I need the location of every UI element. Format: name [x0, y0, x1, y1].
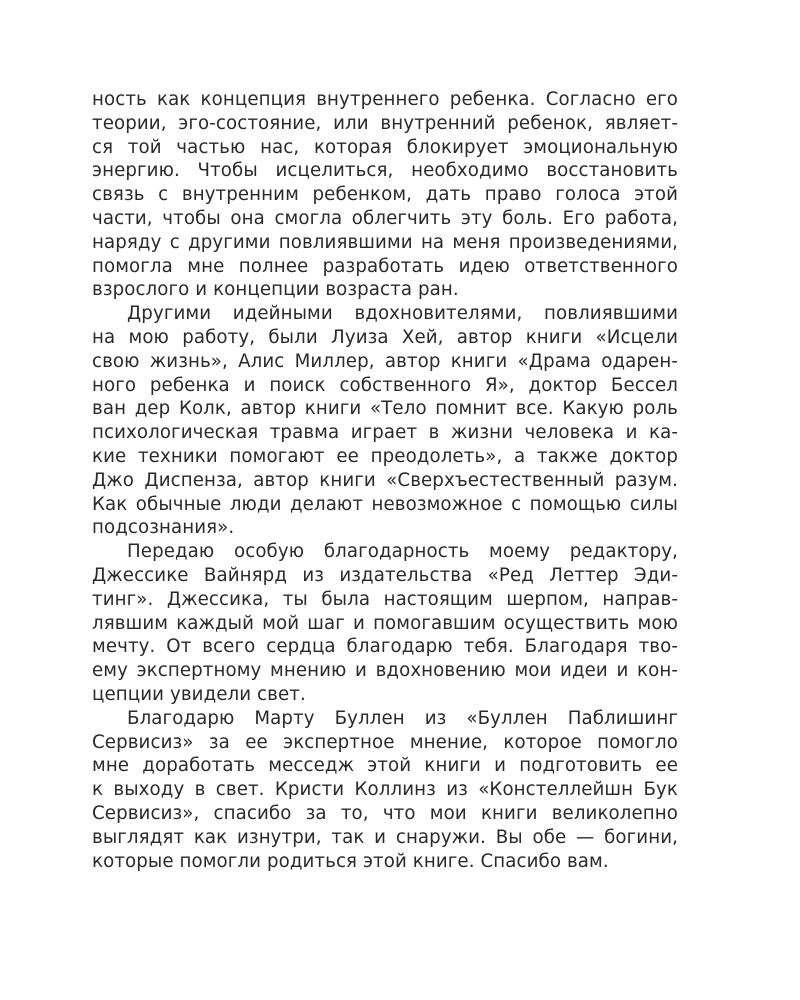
text-line: энергию. Чтобы исцелиться, необходимо восстановить	[92, 160, 678, 182]
text-line: взрослого и концепции возраста ран.	[92, 279, 459, 301]
text-line: мечту. От всего сердца благодарю тебя. Благодаря тво-	[92, 636, 678, 658]
text-line: ного ребенка и поиск собственного Я», доктор Бессел	[92, 374, 678, 396]
text-line: Джо Диспенза, автор книги «Сверхъестественный разум.	[92, 469, 678, 491]
text-line: тинг». Джессика, ты была настоящим шерпом, направ-	[92, 588, 678, 610]
text-line: ему экспертному мнению и вдохновению мои идеи и кон-	[92, 660, 678, 682]
text-line: свою жизнь», Алис Миллер, автор книги «Драма одарен-	[92, 350, 678, 372]
text-line: психологическая травма играет в жизни человека и ка-	[92, 422, 678, 444]
text-line: Сервисиз» за ее экспертное мнение, которое помогло	[92, 731, 678, 753]
paragraph	[92, 88, 678, 302]
text-line: кие техники помогают ее преодолеть», а также доктор	[92, 445, 678, 467]
text-line: Благодарю Марту Буллен из «Буллен Паблишинг	[127, 707, 678, 729]
paragraph	[92, 540, 678, 707]
text-line: выглядят как изнутри, так и снаружи. Вы обе — богини,	[92, 826, 678, 848]
paragraph	[92, 302, 678, 540]
text-line: Передаю особую благодарность моему редактору,	[127, 541, 678, 563]
text-line: подсознания».	[92, 517, 235, 539]
book-page-text	[92, 88, 678, 873]
text-line: теории, эго-состояние, или внутренний ребенок, являет-	[92, 112, 678, 134]
paragraph	[92, 707, 678, 874]
text-line: цепции увидели свет.	[92, 683, 306, 705]
text-line: которые помогли родиться этой книге. Спасибо вам.	[92, 850, 609, 872]
text-line: Как обычные люди делают невозможное с помощью силы	[92, 493, 678, 515]
text-line: ность как концепция внутреннего ребенка. Согласно его	[92, 89, 678, 110]
text-line: к выходу в свет. Кристи Коллинз из «Констеллейшн Бук	[92, 779, 678, 801]
text-line: связь с внутренним ребенком, дать право голоса этой	[92, 184, 678, 206]
text-line: ван дер Колк, автор книги «Тело помнит все. Какую роль	[92, 398, 678, 420]
text-line: части, чтобы она смогла облегчить эту боль. Его работа,	[92, 207, 678, 229]
text-line: лявшим каждый мой шаг и помогавшим осуществить мою	[92, 612, 678, 634]
text-line: помогла мне полнее разработать идею ответственного	[92, 255, 678, 277]
text-line: ся той частью нас, которая блокирует эмоциональную	[92, 136, 678, 158]
text-line: наряду с другими повлиявшими на меня произведениями,	[92, 231, 678, 253]
text-line: Другими идейными вдохновителями, повлиявшими	[127, 303, 678, 325]
text-line: мне доработать месседж этой книги и подготовить ее	[92, 755, 678, 777]
text-line: Джессике Вайнярд из издательства «Ред Леттер Эди-	[92, 564, 678, 586]
text-line: Сервисиз», спасибо за то, что мои книги великолепно	[92, 802, 678, 824]
text-line: на мою работу, были Луиза Хей, автор книги «Исцели	[92, 326, 678, 348]
